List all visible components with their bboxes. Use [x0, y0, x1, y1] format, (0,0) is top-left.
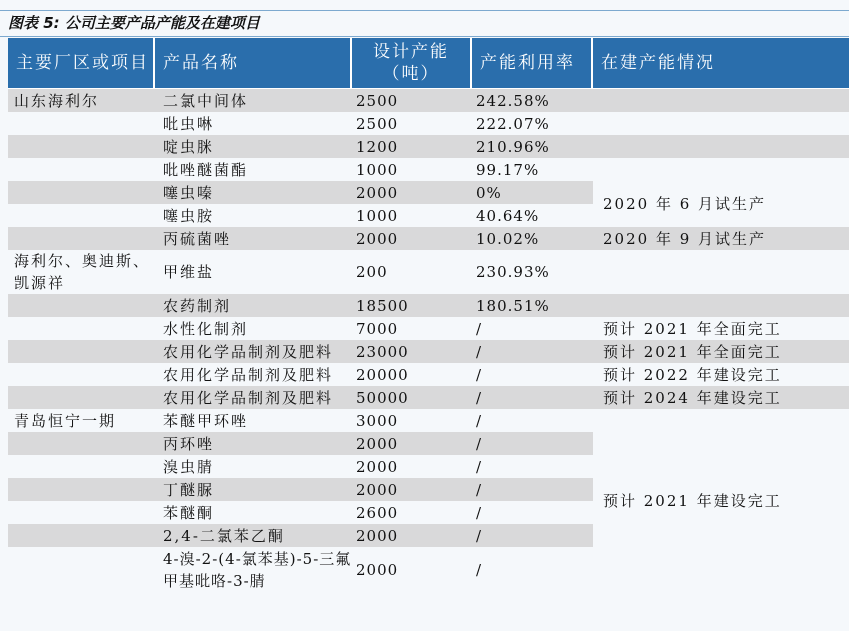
utilization-cell: / — [476, 561, 483, 579]
utilization-cell: 180.51% — [472, 294, 593, 317]
product-cell: 农用化学品制剂及肥料 — [155, 386, 352, 409]
utilization-cell: 210.96% — [472, 135, 593, 158]
product-cell: 农用化学品制剂及肥料 — [155, 340, 352, 363]
capacity-cell: 2500 — [352, 89, 472, 112]
capacity-cell: 20000 — [356, 365, 409, 384]
product-cell: 农用化学品制剂及肥料 — [163, 365, 334, 384]
capacity-cell: 1200 — [352, 135, 472, 158]
table-row — [8, 112, 849, 135]
table-row — [8, 386, 849, 409]
table-row — [8, 250, 849, 294]
product-cell: 二氯中间体 — [155, 89, 352, 112]
utilization-cell: / — [472, 432, 593, 455]
construction-cell — [593, 89, 849, 112]
product-cell: 苯醚酮 — [163, 503, 215, 522]
table-row — [8, 135, 849, 158]
product-cell: 啶虫脒 — [155, 135, 352, 158]
capacity-cell: 2000 — [352, 478, 472, 501]
product-cell: 苯醚甲环唑 — [163, 411, 249, 430]
utilization-cell: / — [472, 340, 593, 363]
utilization-cell: 40.64% — [476, 206, 540, 225]
product-cell: 丁醚脲 — [155, 478, 352, 501]
utilization-cell: 0% — [472, 181, 593, 204]
caption-rule — [0, 36, 849, 37]
utilization-cell: / — [476, 411, 483, 430]
product-cell: 丙硫菌唑 — [155, 227, 352, 250]
product-cell: 溴虫腈 — [163, 457, 215, 476]
construction-cell: 预计 2022 年建设完工 — [603, 365, 782, 384]
product-cell: 水性化制剂 — [163, 319, 249, 338]
table-row — [8, 227, 849, 250]
product-cell: 噻虫胺 — [163, 206, 215, 225]
header-product: 产品名称 — [155, 38, 352, 89]
capacity-cell: 2000 — [356, 457, 399, 476]
utilization-cell: / — [476, 365, 483, 384]
capacity-cell: 50000 — [352, 386, 472, 409]
table-row — [8, 409, 849, 432]
construction-cell: 预计 2021 年全面完工 — [603, 319, 782, 338]
utilization-cell: 99.17% — [476, 160, 540, 179]
group-cell: 青岛恒宁一期 — [14, 411, 117, 430]
table-row — [8, 317, 849, 340]
capacity-cell: 23000 — [352, 340, 472, 363]
capacity-cell: 2600 — [356, 503, 399, 522]
table-row — [8, 294, 849, 317]
capacity-cell: 7000 — [356, 319, 399, 338]
header-utilization: 产能利用率 — [472, 38, 593, 89]
utilization-cell: 10.02% — [472, 227, 593, 250]
figure-caption: 图表 5: 公司主要产品产能及在建项目 — [8, 14, 260, 32]
product-cell: 农药制剂 — [155, 294, 352, 317]
group-cell: 山东海利尔 — [8, 89, 155, 112]
product-cell: 4-溴-2-(4-氯苯基)-5-三氟甲基吡咯-3-腈 — [163, 550, 352, 590]
capacity-table — [8, 38, 849, 593]
capacity-cell: 200 — [356, 263, 388, 281]
utilization-cell: 222.07% — [476, 114, 550, 133]
header-capacity-line2: （吨） — [382, 64, 440, 84]
header-plant: 主要厂区或项目 — [8, 38, 155, 89]
table-row — [8, 363, 849, 386]
product-cell: 甲维盐 — [163, 263, 215, 281]
capacity-cell: 2000 — [352, 227, 472, 250]
construction-cell: 2020 年 6 月试生产 — [593, 181, 849, 227]
capacity-cell: 2000 — [352, 432, 472, 455]
capacity-cell: 2500 — [356, 114, 399, 133]
product-cell: 吡唑醚菌酯 — [163, 160, 249, 179]
utilization-cell: / — [472, 386, 593, 409]
capacity-cell: 3000 — [356, 411, 399, 430]
utilization-cell: / — [472, 524, 593, 547]
utilization-cell: 242.58% — [472, 89, 593, 112]
table-row — [8, 89, 849, 112]
construction-cell: 预计 2024 年建设完工 — [593, 386, 849, 409]
capacity-cell: 1000 — [356, 206, 399, 225]
utilization-cell: / — [476, 319, 483, 338]
capacity-cell: 2000 — [352, 524, 472, 547]
product-cell: 噻虫嗪 — [155, 181, 352, 204]
group-cell: 海利尔、奥迪斯、凯源祥 — [14, 252, 151, 292]
table-row — [8, 340, 849, 363]
table-row — [8, 158, 849, 181]
product-cell: 2,4-二氯苯乙酮 — [155, 524, 352, 547]
product-cell: 吡虫啉 — [163, 114, 215, 133]
capacity-cell: 1000 — [356, 160, 399, 179]
header-capacity — [352, 38, 472, 89]
utilization-cell: / — [472, 478, 593, 501]
construction-cell: 预计 2021 年全面完工 — [593, 340, 849, 363]
capacity-cell: 2000 — [356, 561, 399, 579]
utilization-cell: / — [476, 457, 483, 476]
utilization-cell: / — [476, 503, 483, 522]
product-cell: 丙环唑 — [155, 432, 352, 455]
header-row — [8, 38, 849, 89]
table-row — [8, 181, 849, 204]
capacity-cell: 2000 — [352, 181, 472, 204]
top-rule — [0, 10, 849, 11]
capacity-cell: 18500 — [352, 294, 472, 317]
construction-cell: 2020 年 9 月试生产 — [593, 227, 849, 250]
header-construction: 在建产能情况 — [593, 38, 849, 89]
header-capacity-line1: 设计产能 — [373, 42, 449, 62]
utilization-cell: 230.93% — [476, 263, 550, 281]
construction-cell: 预计 2021 年建设完工 — [603, 492, 782, 510]
